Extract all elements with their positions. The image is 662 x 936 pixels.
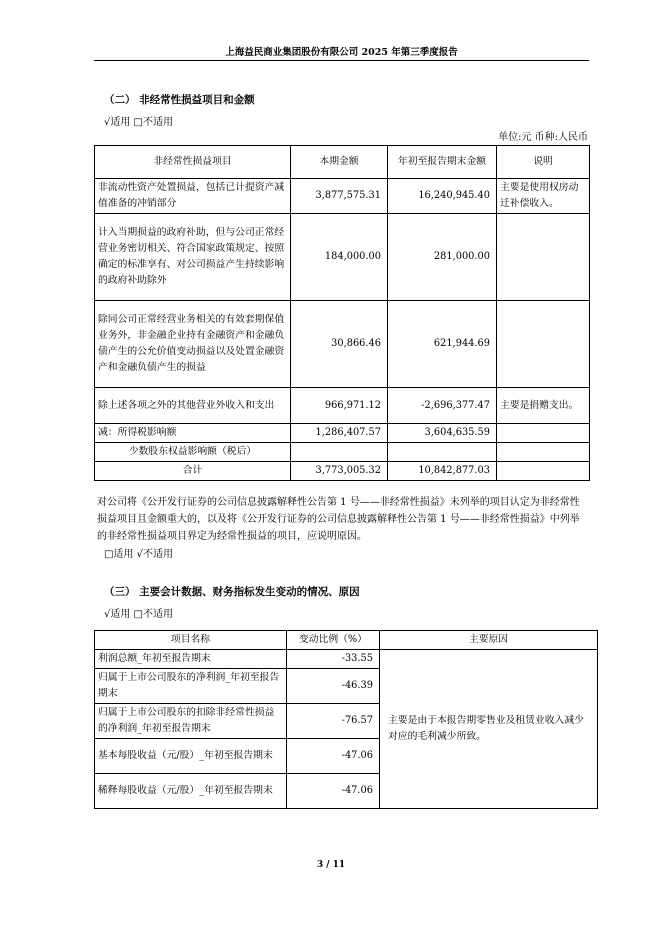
row-note xyxy=(497,424,590,443)
row-item: 基本每股收益（元/股）_年初至报告期末 xyxy=(95,739,287,774)
table-row xyxy=(95,650,598,669)
row-current: 1,286,407.57 xyxy=(291,424,388,443)
row-item: 除上述各项之外的其他营业外收入和支出 xyxy=(95,388,291,424)
col-header-item: 项目名称 xyxy=(95,631,287,650)
row-current xyxy=(291,443,388,462)
row-reason: 主要是由于本报告期零售业及租赁业收入减少对应的毛利减少所致。 xyxy=(380,650,598,809)
row-item: 计入当期损益的政府补助，但与公司正常经营业务密切相关、符合国家政策规定、按照确定的标准享有、对公司损益产生持续影响的政府补助除外 xyxy=(95,214,291,301)
row-note xyxy=(497,462,590,481)
unit-note: 单位:元 币种:人民币 xyxy=(498,132,588,143)
col-header-ratio: 变动比例（%） xyxy=(287,631,380,650)
col-header-reason: 主要原因 xyxy=(380,631,598,650)
row-note xyxy=(497,214,590,301)
table-row xyxy=(95,179,590,214)
explanation-applicability: □适用 √不适用 xyxy=(104,549,173,560)
row-current: 184,000.00 xyxy=(291,214,388,301)
row-item: 减：所得税影响额 xyxy=(95,424,291,443)
row-note xyxy=(497,443,590,462)
table-row xyxy=(95,388,590,424)
section2-applicability: √适用 □不适用 xyxy=(104,117,173,128)
row-ratio: -76.57 xyxy=(287,704,380,739)
row-ytd xyxy=(388,443,497,462)
row-ratio: -33.55 xyxy=(287,650,380,669)
row-item: 归属于上市公司股东的扣除非经常性损益的净利润_年初至报告期末 xyxy=(95,704,287,739)
table-row-total xyxy=(95,462,590,481)
row-item: 非流动性资产处置损益，包括已计提资产减值准备的冲销部分 xyxy=(95,179,291,214)
table-header-row xyxy=(95,631,598,650)
row-current: 3,773,005.32 xyxy=(291,462,388,481)
row-item: 少数股东权益影响额（税后） xyxy=(95,443,291,462)
nonrecurring-table xyxy=(94,145,590,481)
col-header-current: 本期金额 xyxy=(291,146,388,179)
section3-applicability: √适用 □不适用 xyxy=(104,609,173,620)
table-row xyxy=(95,301,590,388)
row-item: 稀释每股收益（元/股）_年初至报告期末 xyxy=(95,774,287,809)
row-current: 30,866.46 xyxy=(291,301,388,388)
row-ratio: -46.39 xyxy=(287,669,380,704)
row-item: 利润总额_年初至报告期末 xyxy=(95,650,287,669)
table-header-row xyxy=(95,146,590,179)
row-note xyxy=(497,301,590,388)
row-note: 主要是使用权房动迁补偿收入。 xyxy=(497,179,590,214)
section3-title: （三） 主要会计数据、财务指标发生变动的情况、原因 xyxy=(104,586,360,598)
section2-title: （二） 非经常性损益项目和金额 xyxy=(104,94,255,106)
row-ytd: -2,696,377.47 xyxy=(388,388,497,424)
header-divider xyxy=(94,60,589,61)
row-ytd: 621,944.69 xyxy=(388,301,497,388)
table-row xyxy=(95,443,590,462)
col-header-note: 说明 xyxy=(497,146,590,179)
row-ytd: 3,604,635.59 xyxy=(388,424,497,443)
table-row xyxy=(95,424,590,443)
row-ratio: -47.06 xyxy=(287,774,380,809)
explanation-text: 对公司将《公开发行证券的公司信息披露解释性公告第 1 号——非经常性损益》未列举的项目认定为非经常性损益项目且金额重大的，以及将《公开发行证券的公司信息披露解释性公告第 1 号——非经常性损益》中列举的非经常性损益项目界定为经常性损益的项目，应说明原因。 xyxy=(97,497,580,542)
row-current: 966,971.12 xyxy=(291,388,388,424)
row-note: 主要是捐赠支出。 xyxy=(497,388,590,424)
row-ytd: 281,000.00 xyxy=(388,214,497,301)
table-row xyxy=(95,214,590,301)
page-number: 3 / 11 xyxy=(316,860,346,870)
row-ytd: 10,842,877.03 xyxy=(388,462,497,481)
row-item: 除同公司正常经营业务相关的有效套期保值业务外，非金融企业持有金融资产和金融负债产生的公允价值变动损益以及处置金融资产和金融负债产生的损益 xyxy=(95,301,291,388)
row-item: 合计 xyxy=(95,462,291,481)
row-ytd: 16,240,945.40 xyxy=(388,179,497,214)
row-item: 归属于上市公司股东的净利润_年初至报告期末 xyxy=(95,669,287,704)
col-header-ytd: 年初至报告期末金额 xyxy=(388,146,497,179)
col-header-item: 非经常性损益项目 xyxy=(95,146,291,179)
row-current: 3,877,575.31 xyxy=(291,179,388,214)
row-ratio: -47.06 xyxy=(287,739,380,774)
page-header: 上海益民商业集团股份有限公司 2025 年第三季度报告 xyxy=(225,47,458,58)
change-table xyxy=(94,630,598,809)
